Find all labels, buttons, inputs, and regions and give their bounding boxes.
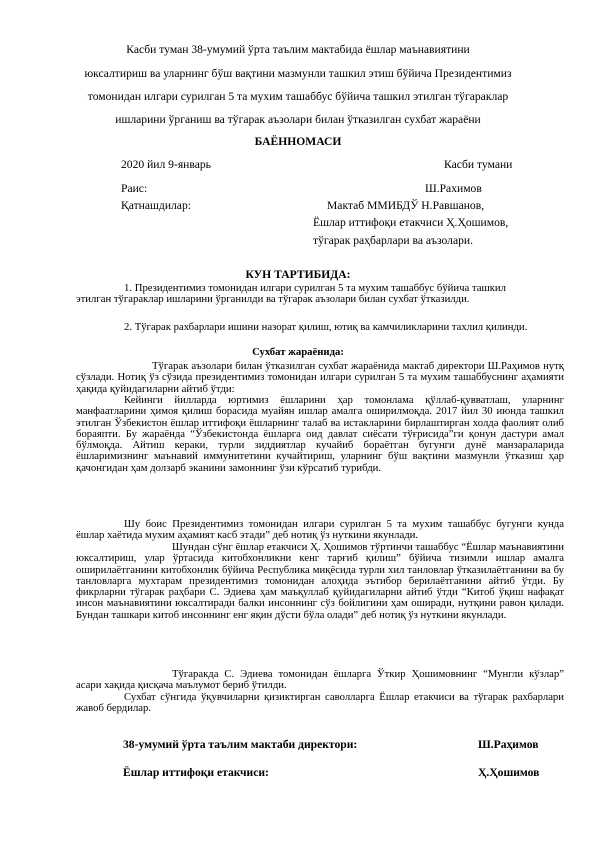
document-date: 2020 йил 9-январь <box>121 158 211 171</box>
document-place: Касби тумани <box>444 158 513 171</box>
conversation-paragraph: Кейинги йилларда юртимиз ёшларини ҳар томонлама қўллаб-қувватлаш, уларнинг манфаатларини ҳимоя қилиш борасида муайян ишлар амалга оширилмоқда. 2017 йил 30 июнда ташкил этилган Ўзбекистон ёшлар иттифоқи ёшларнинг талаб ва истакларини бирлаштирган холда фаолият олиб бораяпти. Бу жараёнда “Ўзбекистонда ёшларга оид давлат сиёсати тўғрисида”ги қонун дастури амал бўлмоқда. Айтиш кераки, турли зиддиятлар кучайиб бораётган бугунги дунё манзараларида ёшларимизнинг маънавий иммунитетини кучайтириш, уларнинг бўш вақтини мазмунли ўтказиш ҳар қачонгидан ҳам долзарб эканини замоннинг ўзи кўрсатиб турибди. <box>76 394 564 474</box>
participants-label: Қатнашдилар: <box>121 199 191 212</box>
conversation-paragraph: Тўгаракда С. Эдиева томонидан ёшларга Ўткир Ҳошимовнинг “Мунгли кўзлар” асари хақида қисқача маълумот бериб ўтилди. <box>76 668 564 692</box>
conversation-paragraph: Сухбат сўнгида ўқувчиларни қизиктирган саволларга Ёшлар етакчиси ва тўгарак рахбарлари жавоб бердилар. <box>76 691 564 715</box>
header-line-3: томонидан илгари сурилган 5 та мухим ташаббус бўйича ташкил этилган тўгараклар <box>87 90 509 103</box>
signature-role: Ёшлар иттифоқи етакчиси: <box>123 766 269 779</box>
agenda-item: 1. Президентимиз томонидан илгари сурилган 5 та мухим ташаббус бўйича ташкил этилган тўгараклар ишларини ўрганилди ва тўгарак аъзолари билан сухбат ўтказилди. <box>76 282 506 306</box>
agenda-item: 2. Тўгарак рахбарлари ишини назорат қилиш, ютиқ ва камчиликларини тахлил қилинди. <box>124 321 528 333</box>
conversation-paragraph: Шу боис Президентимиз томонидан илгари сурилган 5 та мухим ташаббус бугунги кунда ёшлар хаётида мухим аҳамият касб этади” деб нотиқ ўз нуткини якунлади. <box>76 518 564 542</box>
participant-line: Ёшлар иттифоқи етакчиси Ҳ.Ҳошимов, <box>313 216 509 229</box>
conversation-heading: Сухбат жараёнида: <box>252 346 344 358</box>
conversation-paragraph: Тўгарак аъзолари билан ўтказилган сухбат жараёнида мактаб директори Ш.Раҳимов нутқ сўзлади. Нотиқ ўз сўзида президентимиз томонидан илгари сурилган 5 та мухим ташаббуснинг аҳамияти ҳақида қуйидагиларни айтиб ўтди: <box>76 360 564 395</box>
participant-line: тўгарак раҳбарлари ва аъзолари. <box>313 234 473 247</box>
chair-name: Ш.Рахимов <box>425 182 482 195</box>
document-title: БАЁННОМАСИ <box>254 135 342 148</box>
chair-label: Раис: <box>121 182 148 195</box>
signature-name: Ш.Раҳимов <box>478 738 539 751</box>
signature-role: 38-умумий ўрта таълим мактаби директори: <box>123 738 358 751</box>
header-line-4: ишларини ўрганиш ва тўгарак аъзолари билан ўтказилган сухбат жараёни <box>115 113 481 126</box>
conversation-paragraph: Шундан сўнг ёшлар етакчиси Ҳ. Ҳошимов тўртинчи ташаббус “Ёшлар маънавиятини юксалтириш, улар ўртасида китобхонликни кенг тарғиб қилиш” бўйича тизимли ишлар амалга оширилаётганини китобхонлик бўйича Республика миқёсида турли хил танловлар ўтказилаётганини ва бу танловларга мухтарам президентимиз томонидан алоҳида эътибор берилаётганини айтиб ўтди. Бу фикрларни тўгарак раҳбари С. Эдиева ҳам маъқуллаб қуйидагиларни айтиб ўтди “Китоб ўқиш нафақат инсон маънавиятини юксалтиради балки инсоннинг сўз бойлигини ҳам оширади, нутқини равон қилади. Бундан ташкари китоб инсоннинг енг яқин дўсти бўла олади” деб нотиқ ўз нуткини якунлади. <box>76 541 564 621</box>
header-line-2: юксалтириш ва уларнинг бўш вақтини мазмунли ташкил этиш бўйича Президентимиз <box>84 67 512 80</box>
agenda-heading: КУН ТАРТИБИДА: <box>245 268 351 281</box>
header-line-1: Касби туман 38-умумий ўрта таълим мактабида ёшлар маънавиятини <box>126 43 470 56</box>
participant-line: Мактаб ММИБДЎ Н.Равшанов, <box>327 199 485 212</box>
signature-name: Ҳ.Ҳошимов <box>478 766 540 779</box>
